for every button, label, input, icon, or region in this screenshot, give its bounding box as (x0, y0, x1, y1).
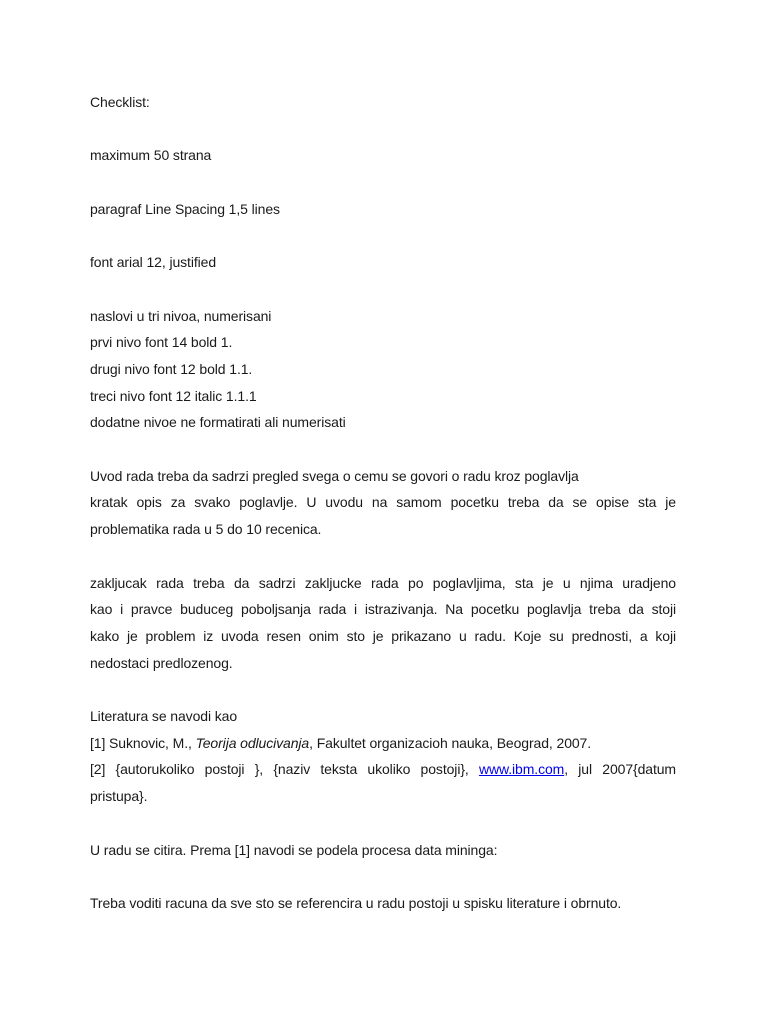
conclusion-line-3: kako je problem iz uvoda resen onim sto je prikazano u radu. Koje su prednosti, a koji (90, 627, 676, 644)
checklist-item-font: font arial 12, justified (90, 254, 217, 271)
reference-2-suffix: , jul 2007{datum (564, 761, 676, 778)
reference-1-title: Teorija odlucivanja (195, 734, 310, 751)
spacer (90, 276, 676, 303)
spacer (90, 810, 676, 837)
checklist-item-line-spacing: paragraf Line Spacing 1,5 lines (90, 200, 280, 217)
citation-note: U radu se citira. Prema [1] navodi se podela procesa data mininga: (90, 841, 498, 858)
spacer (90, 116, 676, 143)
reference-2-prefix: [2] {autorukoliko postoji }, {naziv teksta ukoliko postoji}, (90, 761, 479, 778)
spacer (90, 169, 676, 196)
spacer (90, 543, 676, 570)
reference-2-continuation: pristupa}. (90, 788, 148, 805)
intro-line-3: problematika rada u 5 do 10 recenica. (90, 521, 322, 538)
conclusion-line-1: zakljucak rada treba da sadrzi zakljucke rada po poglavljima, sta je u njima uradjeno (90, 574, 676, 591)
conclusion-line-4: nedostaci predlozenog. (90, 654, 233, 671)
checklist-title: Checklist: (90, 94, 150, 110)
spacer (90, 222, 676, 249)
literature-section (90, 703, 676, 810)
conclusion-paragraph (90, 570, 676, 677)
spacer (90, 863, 676, 890)
document-page (90, 89, 676, 917)
literature-intro: Literatura se navodi kao (90, 708, 238, 725)
intro-line-2: kratak opis za svako poglavlje. U uvodu na samom pocetku treba da se opise sta je (90, 494, 676, 511)
reference-1-suffix: , Fakultet organizacioh nauka, Beograd, 2007. (309, 734, 592, 751)
heading-extra-levels: dodatne nivoe ne formatirati ali numerisati (90, 414, 346, 431)
spacer (90, 436, 676, 463)
reference-2 (90, 756, 676, 783)
reference-1 (90, 730, 676, 757)
spacer (90, 676, 676, 703)
heading-level-1: prvi nivo font 14 bold 1. (90, 334, 233, 351)
headings-intro: naslovi u tri nivoa, numerisani (90, 307, 272, 324)
heading-level-3: treci nivo font 12 italic 1.1.1 (90, 387, 257, 404)
heading-level-2: drugi nivo font 12 bold 1.1. (90, 360, 253, 377)
intro-paragraph (90, 463, 676, 543)
conclusion-line-2: kao i pravce buduceg poboljsanja rada i istrazivanja. Na pocetku poglavlja treba da stoji (90, 601, 676, 618)
intro-line-1: Uvod rada treba da sadrzi pregled svega o cemu se govori o radu kroz poglavlja (90, 467, 579, 484)
final-note: Treba voditi racuna da sve sto se referencira u radu postoji u spisku literature i obrnuto. (90, 894, 622, 911)
reference-2-link[interactable]: www.ibm.com (478, 761, 565, 778)
checklist-item-max-pages: maximum 50 strana (90, 147, 212, 164)
reference-1-prefix: [1] Suknovic, M., (90, 734, 196, 751)
